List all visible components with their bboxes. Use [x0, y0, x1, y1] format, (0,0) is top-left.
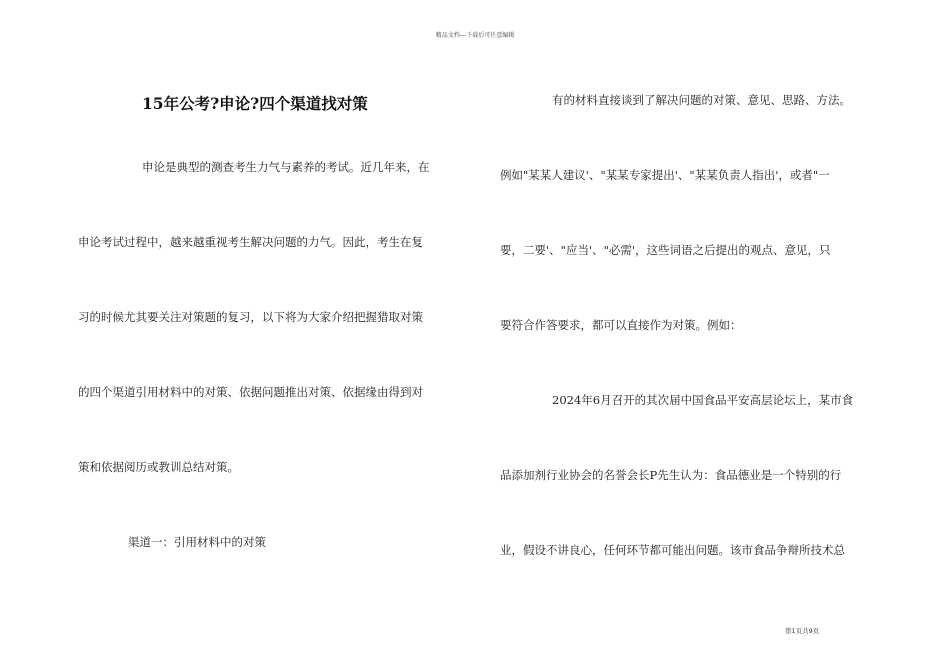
paragraph-line: 业，假设不讲良心，任何环节都可能出问题。该市食品争辩所技术总	[500, 543, 845, 557]
watermark-header: 精品文档---下载后可任意编辑	[435, 32, 515, 39]
paragraph-line: 的四个渠道引用材料中的对策、依据问题推出对策、依据缘由得到对	[78, 385, 423, 399]
paragraph-line: 要，二要'、"应当'、"必需'，这些词语之后提出的观点、意见，只	[500, 243, 831, 257]
paragraph-line: 申论考试过程中，越来越重视考生解决问题的力气。因此，考生在复	[78, 235, 423, 249]
paragraph-line: 习的时候尤其要关注对策题的复习，以下将为大家介绍把握猎取对策	[78, 310, 423, 324]
document-title: 15年公考?申论?四个渠道找对策	[142, 94, 368, 113]
paragraph-line: 2024年6月召开的其次届中国食品平安高层论坛上，某市食	[552, 393, 854, 407]
paragraph-line: 申论是典型的测查考生力气与素养的考试。近几年来，在	[142, 160, 430, 174]
paragraph-line: 例如"某某人建议'、"某某专家提出'、"某某负责人指出'，或者"一	[500, 168, 830, 182]
page-number: 第1页共9页	[785, 627, 820, 635]
paragraph-line: 策和依据阅历或教训总结对策。	[78, 460, 239, 474]
section-heading: 渠道一：引用材料中的对策	[128, 535, 266, 549]
paragraph-line: 有的材料直接谈到了解决问题的对策、意见、思路、方法。	[552, 93, 851, 107]
paragraph-line: 要符合作答要求，都可以直接作为对策。例如：	[500, 318, 742, 332]
paragraph-line: 品添加剂行业协会的名誉会长P先生认为：食品德业是一个特别的行	[500, 468, 842, 482]
